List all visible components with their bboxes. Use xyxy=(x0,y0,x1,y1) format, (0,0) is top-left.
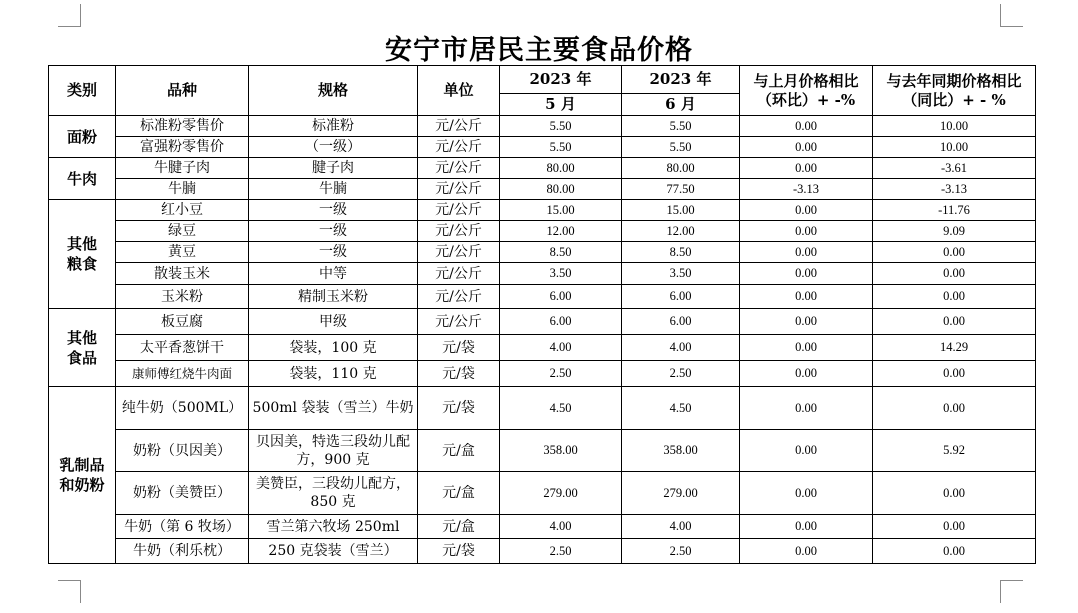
category-cell: 其他粮食 xyxy=(49,200,116,309)
may-price-cell: 2.50 xyxy=(500,539,622,564)
unit-cell: 元/公斤 xyxy=(418,221,500,242)
may-price-cell: 6.00 xyxy=(500,309,622,335)
jun-price-cell: 4.50 xyxy=(622,387,740,430)
unit-cell: 元/盒 xyxy=(418,515,500,539)
unit-cell: 元/公斤 xyxy=(418,137,500,158)
table-row xyxy=(49,242,1036,263)
may-price-cell: 2.50 xyxy=(500,361,622,387)
mom-change-cell: 0.00 xyxy=(740,221,873,242)
spec-cell: 贝因美，特选三段幼儿配方，900 克 xyxy=(249,430,418,472)
spec-cell: 精制玉米粉 xyxy=(249,285,418,309)
yoy-change-cell: -3.13 xyxy=(873,179,1036,200)
mom-change-cell: 0.00 xyxy=(740,387,873,430)
spec-cell: 250 克袋装（雪兰） xyxy=(249,539,418,564)
unit-cell: 元/袋 xyxy=(418,361,500,387)
mom-change-cell: 0.00 xyxy=(740,309,873,335)
unit-cell: 元/公斤 xyxy=(418,309,500,335)
header-may-year: 2023 年 xyxy=(500,66,622,94)
mom-change-cell: 0.00 xyxy=(740,335,873,361)
spec-cell: （一级） xyxy=(249,137,418,158)
unit-cell: 元/袋 xyxy=(418,539,500,564)
spec-cell: 一级 xyxy=(249,242,418,263)
spec-cell: 腱子肉 xyxy=(249,158,418,179)
yoy-change-cell: 14.29 xyxy=(873,335,1036,361)
jun-price-cell: 2.50 xyxy=(622,539,740,564)
mom-change-cell: 0.00 xyxy=(740,158,873,179)
unit-cell: 元/袋 xyxy=(418,387,500,430)
may-price-cell: 358.00 xyxy=(500,430,622,472)
spec-cell: 牛腩 xyxy=(249,179,418,200)
table-row xyxy=(49,430,1036,472)
header-yoy-line2: （同比）+ - % xyxy=(902,90,1006,109)
crop-mark-bottom-left xyxy=(58,580,81,603)
may-price-cell: 8.50 xyxy=(500,242,622,263)
variety-cell: 富强粉零售价 xyxy=(116,137,249,158)
may-price-cell: 12.00 xyxy=(500,221,622,242)
yoy-change-cell: 0.00 xyxy=(873,472,1036,515)
may-price-cell: 80.00 xyxy=(500,158,622,179)
variety-cell: 黄豆 xyxy=(116,242,249,263)
unit-cell: 元/公斤 xyxy=(418,242,500,263)
category-cell: 乳制品和奶粉 xyxy=(49,387,116,564)
yoy-change-cell: 0.00 xyxy=(873,515,1036,539)
variety-cell: 牛奶（第 6 牧场） xyxy=(116,515,249,539)
may-price-cell: 5.50 xyxy=(500,137,622,158)
mom-change-cell: 0.00 xyxy=(740,515,873,539)
mom-change-cell: 0.00 xyxy=(740,242,873,263)
jun-price-cell: 15.00 xyxy=(622,200,740,221)
jun-price-cell: 4.00 xyxy=(622,515,740,539)
spec-cell: 袋装，110 克 xyxy=(249,361,418,387)
yoy-change-cell: 0.00 xyxy=(873,539,1036,564)
spec-cell: 雪兰第六牧场 250ml xyxy=(249,515,418,539)
jun-price-cell: 4.00 xyxy=(622,335,740,361)
jun-price-cell: 12.00 xyxy=(622,221,740,242)
jun-price-cell: 77.50 xyxy=(622,179,740,200)
variety-cell: 散装玉米 xyxy=(116,263,249,285)
table-row xyxy=(49,221,1036,242)
table-row xyxy=(49,179,1036,200)
variety-cell: 牛奶（利乐枕） xyxy=(116,539,249,564)
header-may-month: 5 月 xyxy=(500,94,622,116)
table-row xyxy=(49,285,1036,309)
variety-cell: 板豆腐 xyxy=(116,309,249,335)
spec-cell: 一级 xyxy=(249,200,418,221)
yoy-change-cell: 10.00 xyxy=(873,116,1036,137)
price-table xyxy=(48,65,1036,564)
yoy-change-cell: -3.61 xyxy=(873,158,1036,179)
variety-cell: 绿豆 xyxy=(116,221,249,242)
yoy-change-cell: 0.00 xyxy=(873,263,1036,285)
jun-price-cell: 6.00 xyxy=(622,285,740,309)
category-cell: 其他食品 xyxy=(49,309,116,387)
mom-change-cell: -3.13 xyxy=(740,179,873,200)
jun-price-cell: 80.00 xyxy=(622,158,740,179)
header-yoy-line1: 与去年同期价格相比 xyxy=(886,71,1022,90)
yoy-change-cell: 0.00 xyxy=(873,361,1036,387)
header-year-on-year xyxy=(873,66,1036,116)
may-price-cell: 279.00 xyxy=(500,472,622,515)
yoy-change-cell: 0.00 xyxy=(873,387,1036,430)
header-variety: 品种 xyxy=(116,66,249,116)
yoy-change-cell: 10.00 xyxy=(873,137,1036,158)
category-cell: 牛肉 xyxy=(49,158,116,200)
header-jun-year: 2023 年 xyxy=(622,66,740,94)
yoy-change-cell: 0.00 xyxy=(873,309,1036,335)
mom-change-cell: 0.00 xyxy=(740,200,873,221)
may-price-cell: 5.50 xyxy=(500,116,622,137)
unit-cell: 元/盒 xyxy=(418,472,500,515)
yoy-change-cell: 9.09 xyxy=(873,221,1036,242)
crop-mark-bottom-right xyxy=(1000,580,1023,603)
unit-cell: 元/盒 xyxy=(418,430,500,472)
spec-cell: 一级 xyxy=(249,221,418,242)
unit-cell: 元/公斤 xyxy=(418,116,500,137)
table-row xyxy=(49,361,1036,387)
header-jun-month: 6 月 xyxy=(622,94,740,116)
unit-cell: 元/公斤 xyxy=(418,158,500,179)
may-price-cell: 6.00 xyxy=(500,285,622,309)
header-mom-line1: 与上月价格相比 xyxy=(753,71,859,90)
mom-change-cell: 0.00 xyxy=(740,472,873,515)
table-row xyxy=(49,137,1036,158)
table-row xyxy=(49,335,1036,361)
mom-change-cell: 0.00 xyxy=(740,137,873,158)
table-row xyxy=(49,472,1036,515)
table-row xyxy=(49,539,1036,564)
unit-cell: 元/公斤 xyxy=(418,200,500,221)
jun-price-cell: 2.50 xyxy=(622,361,740,387)
yoy-change-cell: -11.76 xyxy=(873,200,1036,221)
variety-cell: 红小豆 xyxy=(116,200,249,221)
table-row xyxy=(49,116,1036,137)
table-row xyxy=(49,515,1036,539)
mom-change-cell: 0.00 xyxy=(740,430,873,472)
category-cell: 面粉 xyxy=(49,116,116,158)
jun-price-cell: 5.50 xyxy=(622,116,740,137)
unit-cell: 元/公斤 xyxy=(418,285,500,309)
mom-change-cell: 0.00 xyxy=(740,285,873,309)
variety-cell: 康师傅红烧牛肉面 xyxy=(116,361,249,387)
table-row xyxy=(49,158,1036,179)
jun-price-cell: 8.50 xyxy=(622,242,740,263)
page-title: 安宁市居民主要食品价格 xyxy=(385,35,693,66)
mom-change-cell: 0.00 xyxy=(740,116,873,137)
jun-price-cell: 6.00 xyxy=(622,309,740,335)
crop-mark-top-left xyxy=(58,4,81,27)
header-category: 类别 xyxy=(49,66,116,116)
spec-cell: 美赞臣，三段幼儿配方，850 克 xyxy=(249,472,418,515)
unit-cell: 元/公斤 xyxy=(418,263,500,285)
yoy-change-cell: 0.00 xyxy=(873,285,1036,309)
table-row xyxy=(49,263,1036,285)
may-price-cell: 80.00 xyxy=(500,179,622,200)
table-row xyxy=(49,387,1036,430)
variety-cell: 奶粉（美赞臣） xyxy=(116,472,249,515)
yoy-change-cell: 5.92 xyxy=(873,430,1036,472)
variety-cell: 纯牛奶（500ML） xyxy=(116,387,249,430)
spec-cell: 甲级 xyxy=(249,309,418,335)
may-price-cell: 4.00 xyxy=(500,335,622,361)
spec-cell: 中等 xyxy=(249,263,418,285)
table-row xyxy=(49,309,1036,335)
mom-change-cell: 0.00 xyxy=(740,263,873,285)
jun-price-cell: 279.00 xyxy=(622,472,740,515)
mom-change-cell: 0.00 xyxy=(740,539,873,564)
crop-mark-top-right xyxy=(1000,4,1023,27)
spec-cell: 500ml 袋装（雪兰）牛奶 xyxy=(249,387,418,430)
variety-cell: 牛腱子肉 xyxy=(116,158,249,179)
variety-cell: 太平香葱饼干 xyxy=(116,335,249,361)
spec-cell: 标准粉 xyxy=(249,116,418,137)
may-price-cell: 4.00 xyxy=(500,515,622,539)
unit-cell: 元/袋 xyxy=(418,335,500,361)
header-spec: 规格 xyxy=(249,66,418,116)
yoy-change-cell: 0.00 xyxy=(873,242,1036,263)
may-price-cell: 15.00 xyxy=(500,200,622,221)
header-month-on-month xyxy=(740,66,873,116)
jun-price-cell: 358.00 xyxy=(622,430,740,472)
mom-change-cell: 0.00 xyxy=(740,361,873,387)
variety-cell: 奶粉（贝因美） xyxy=(116,430,249,472)
jun-price-cell: 3.50 xyxy=(622,263,740,285)
variety-cell: 标准粉零售价 xyxy=(116,116,249,137)
variety-cell: 牛腩 xyxy=(116,179,249,200)
may-price-cell: 3.50 xyxy=(500,263,622,285)
jun-price-cell: 5.50 xyxy=(622,137,740,158)
unit-cell: 元/公斤 xyxy=(418,179,500,200)
header-unit: 单位 xyxy=(418,66,500,116)
table-row xyxy=(49,200,1036,221)
variety-cell: 玉米粉 xyxy=(116,285,249,309)
header-mom-line2: （环比）+ -% xyxy=(756,90,856,109)
spec-cell: 袋装，100 克 xyxy=(249,335,418,361)
may-price-cell: 4.50 xyxy=(500,387,622,430)
